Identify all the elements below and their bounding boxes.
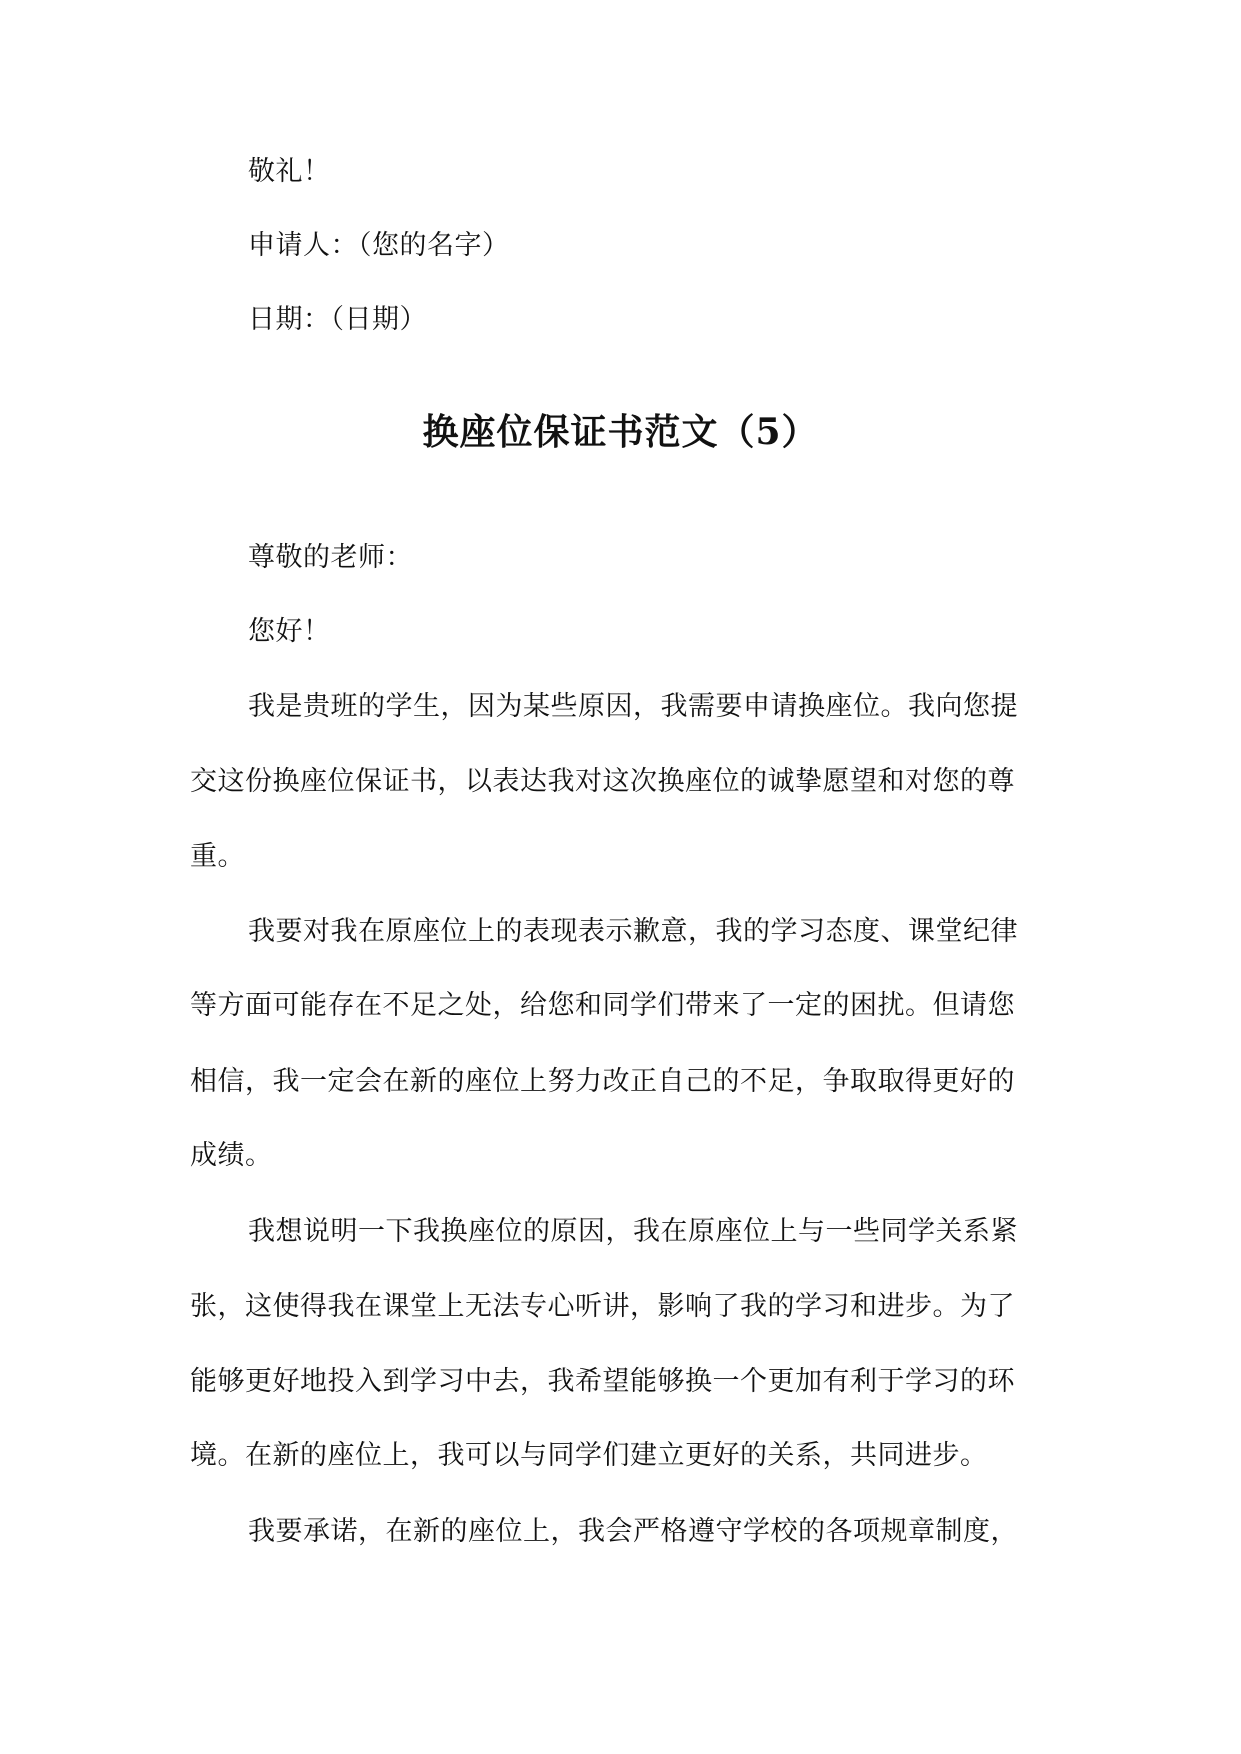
paragraph-line: 交这份换座位保证书，以表达我对这次换座位的诚挚愿望和对您的尊 (190, 766, 1015, 797)
closing-salute: 敬礼！ (248, 156, 331, 187)
paragraph-line: 我是贵班的学生，因为某些原因，我需要申请换座位。我向您提 (248, 691, 1018, 722)
paragraph-line: 我要对我在原座位上的表现表示歉意，我的学习态度、课堂纪律 (248, 916, 1018, 947)
paragraph-line: 重。 (190, 841, 245, 872)
date-line: 日期：（日期） (248, 304, 427, 335)
paragraph-line: 张，这使得我在课堂上无法专心听讲，影响了我的学习和进步。为了 (190, 1291, 1015, 1322)
paragraph-line: 能够更好地投入到学习中去，我希望能够换一个更加有利于学习的环 (190, 1366, 1015, 1397)
paragraph-line: 等方面可能存在不足之处，给您和同学们带来了一定的困扰。但请您 (190, 990, 1015, 1021)
letter-greeting: 尊敬的老师： (248, 542, 413, 573)
section-title: 换座位保证书范文（5） (422, 411, 819, 453)
applicant-line: 申请人：（您的名字） (248, 230, 510, 261)
paragraph-line: 我要承诺，在新的座位上，我会严格遵守学校的各项规章制度， (248, 1516, 1018, 1547)
paragraph-line: 我想说明一下我换座位的原因，我在原座位上与一些同学关系紧 (248, 1216, 1018, 1247)
paragraph-line: 相信，我一定会在新的座位上努力改正自己的不足，争取取得更好的 (190, 1066, 1015, 1097)
paragraph-line: 境。在新的座位上，我可以与同学们建立更好的关系，共同进步。 (190, 1440, 988, 1471)
paragraph-line: 成绩。 (190, 1140, 273, 1171)
letter-hello: 您好！ (248, 616, 331, 647)
